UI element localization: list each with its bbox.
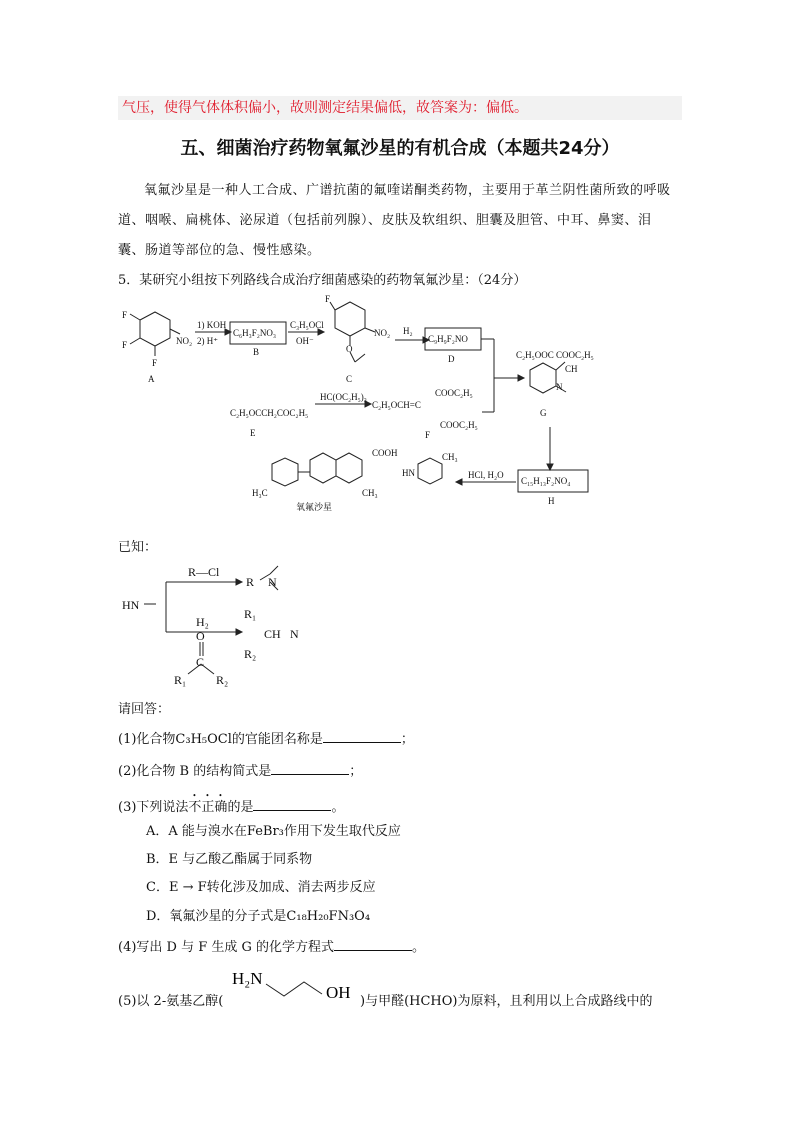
known-r1: R₁ — [174, 673, 187, 687]
step5-label: HCl, H₂O — [468, 470, 504, 480]
known-h2: H₂ — [196, 615, 209, 629]
scheme-atom-f1: F — [122, 310, 128, 320]
option-b[interactable]: B．E 与乙酸乙酯属于同系物 — [146, 852, 313, 867]
scheme-reagent-e: HC(OC₂H₅)₃ — [320, 392, 367, 402]
q2-end: ； — [349, 764, 363, 779]
please-answer: 请回答： — [118, 702, 171, 717]
scheme-d-formula: C₉H₉F₂NO — [428, 334, 468, 344]
scheme-f-left: C₂H₅OCH=C — [372, 400, 421, 410]
step1-bottom: 2) H⁺ — [197, 336, 218, 346]
question-3 — [118, 792, 344, 815]
known-n-prod1: N — [268, 575, 277, 589]
scheme-label-h: H — [548, 496, 555, 506]
scheme-label-f: F — [425, 430, 431, 440]
scheme-atom-f3: F — [152, 358, 158, 368]
synthesis-scheme — [110, 292, 690, 522]
scheme-no2-c: NO₂ — [374, 328, 391, 338]
previous-answer-line: 气压，使得气体体积偏小，故则测定结果偏低，故答案为：偏低。 — [118, 96, 682, 120]
option-c[interactable]: C．E → F转化涉及加成、消去两步反应 — [146, 880, 376, 895]
q4-end: 。 — [412, 940, 426, 955]
piperazine-hn: HN — [402, 468, 415, 478]
q4-pre: (4)写出 D 与 F 生成 G 的化学方程式 — [118, 940, 335, 955]
scheme-h-formula: C₁₅H₁₃F₂NO₄ — [521, 476, 571, 486]
known-r1-prod: R₁ — [244, 607, 257, 621]
scheme-label-d: D — [448, 354, 455, 364]
q1-formula: C₃H₅OCl — [175, 732, 232, 747]
known-reaction — [118, 560, 338, 690]
product-h3c: H₃C — [252, 488, 268, 498]
step2-top: C₃H₅OCl — [290, 320, 324, 330]
step3-top: H₂ — [403, 326, 413, 336]
q2-pre: (2)化合物 B 的结构简式是 — [118, 764, 272, 779]
scheme-label-e: E — [250, 428, 256, 438]
scheme-label-a: A — [148, 374, 155, 384]
option-d[interactable]: D．氧氟沙星的分子式是C₁₈H₂₀FN₃O₄ — [146, 909, 371, 924]
scheme-no2-a: NO₂ — [176, 336, 193, 346]
aminoethanol-structure — [228, 962, 358, 1002]
scheme-label-c: C — [346, 374, 353, 384]
scheme-g-ch: CH — [565, 364, 578, 374]
intro-paragraph: 氧氟沙星是一种人工合成、广谱抗菌的氟喹诺酮类药物，主要用于革兰阴性菌所致的呼吸道、咽喉、扁桃体、泌尿道（包括前列腺）、皮肤及软组织、胆囊及胆管、中耳、鼻窦、泪囊、肠道等部位的急、慢性感染。 — [118, 183, 671, 258]
q2-blank[interactable] — [271, 762, 349, 775]
question-1 — [118, 728, 414, 747]
known-label: 已知： — [118, 540, 158, 555]
q4-blank[interactable] — [334, 938, 412, 951]
q3-post: 的是 — [227, 800, 254, 815]
product-name: 氧氟沙星 — [296, 502, 333, 512]
scheme-g-n: N — [556, 382, 563, 392]
question-5-heading: 5．某研究小组按下列路线合成治疗细菌感染的药物氧氟沙星：（24分） — [118, 273, 527, 288]
struct-oh: OH — [326, 983, 351, 1002]
scheme-e-formula: C₂H₅OCCH₂COC₂H₅ — [230, 408, 309, 418]
q1-pre: (1)化合物 — [118, 732, 176, 747]
scheme-g-top: C₂H₅OOC COOC₂H₅ — [516, 350, 594, 360]
known-r2-prod: R₂ — [244, 647, 257, 661]
scheme-atom-f4: F — [325, 294, 331, 304]
known-amine: HN — [122, 598, 140, 612]
known-n-prod2: N — [290, 627, 299, 641]
scheme-f-ester2: COOC₂H₅ — [440, 420, 478, 430]
q1-end: ； — [400, 732, 414, 747]
scheme-atom-o1: O — [346, 344, 353, 354]
step1-top: 1) KOH — [197, 320, 227, 330]
q1-post: 的官能团名称是 — [231, 732, 323, 747]
known-c: C — [196, 655, 205, 669]
q5-post: )与甲醛(HCHO)为原料，且利用以上合成路线中的 — [360, 994, 653, 1009]
option-a[interactable]: A．A 能与溴水在FeBr₃作用下发生取代反应 — [146, 824, 401, 839]
scheme-atom-f2: F — [122, 340, 128, 350]
product-cooh: COOH — [372, 448, 398, 458]
product-ch3: CH₃ — [362, 488, 378, 498]
q3-blank[interactable] — [253, 798, 331, 811]
struct-h2n: H₂N — [232, 969, 263, 988]
known-r-prod1: R — [246, 575, 255, 589]
scheme-b-formula: C₆H₃F₂NO₃ — [233, 328, 277, 338]
piperazine-ch3: CH₃ — [442, 452, 458, 462]
question-2 — [118, 760, 362, 779]
step2-bottom: OH⁻ — [296, 336, 314, 346]
q3-pre: (3)下列说法 — [118, 800, 189, 815]
q1-blank[interactable] — [323, 730, 401, 743]
section-title: 五、细菌治疗药物氧氟沙星的有机合成（本题共24分） — [180, 138, 620, 159]
scheme-label-b: B — [253, 347, 260, 357]
question-4 — [118, 936, 425, 955]
known-r2: R₂ — [216, 673, 229, 687]
q3-emphasis: 不正确 — [188, 800, 228, 815]
known-ch-prod: CH — [264, 627, 281, 641]
q5-pre: (5)以 2-氨基乙醇( — [118, 994, 224, 1009]
known-o: O — [196, 629, 205, 643]
scheme-f-ester1: COOC₂H₅ — [435, 388, 473, 398]
known-rcl: R—Cl — [188, 565, 220, 579]
question-5-part — [118, 990, 223, 1009]
scheme-label-g: G — [540, 408, 547, 418]
q3-end: 。 — [331, 800, 345, 815]
